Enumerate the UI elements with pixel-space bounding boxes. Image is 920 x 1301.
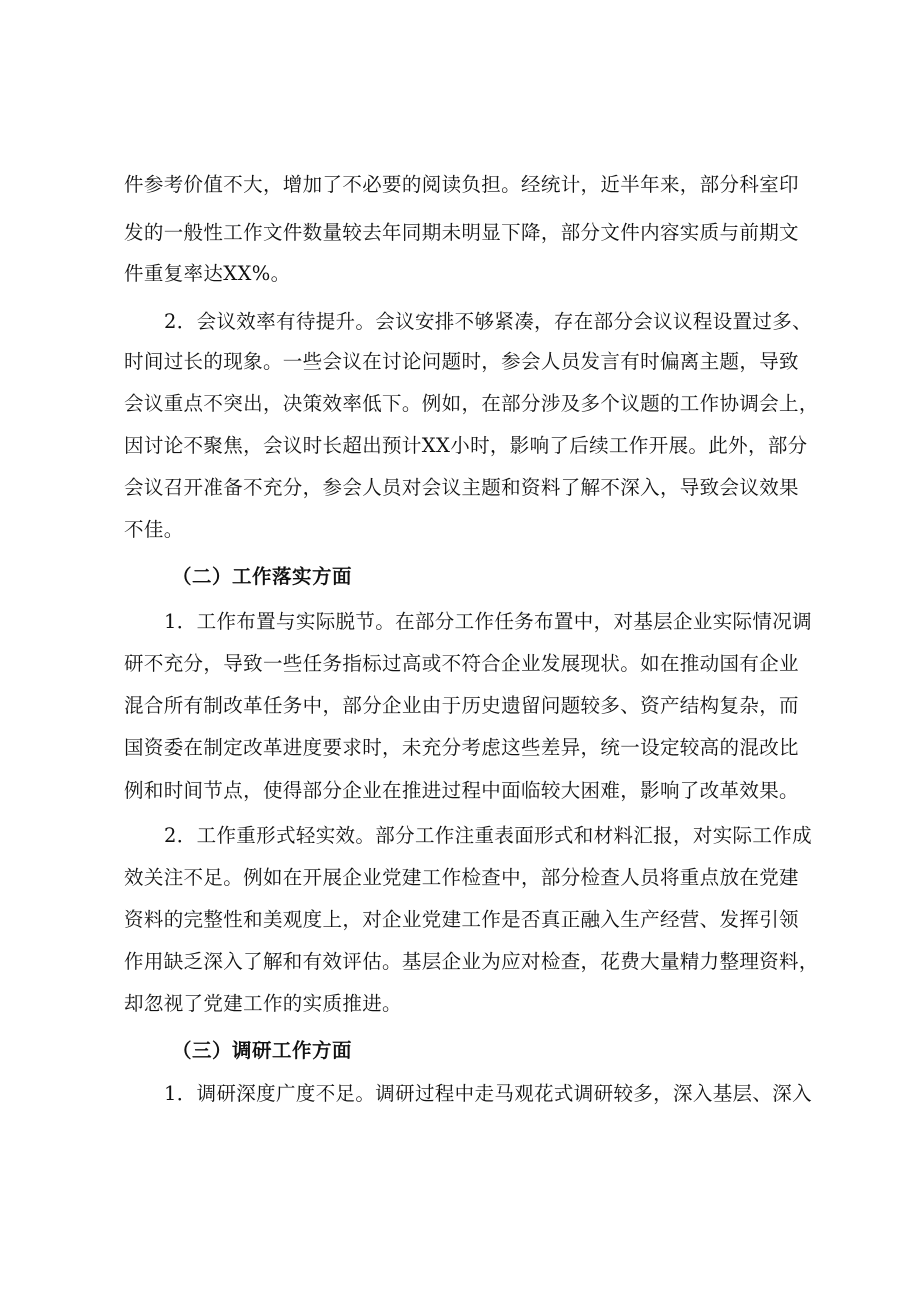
paragraph-line: 发的一般性工作文件数量较去年同期未明显下降，部分文件内容实质与前期文 — [124, 221, 799, 244]
paragraph-line: 不佳。 — [124, 518, 184, 541]
paragraph-line: 因讨论不聚焦，会议时长超出预计XX小时，影响了后续工作开展。此外，部分 — [124, 434, 808, 457]
paragraph-line: 研不充分，导致一些任务指标过高或不符合企业发展现状。如在推动国有企业 — [124, 652, 799, 675]
paragraph-line: 1．调研深度广度不足。调研过程中走马观花式调研较多，深入基层、深入 — [164, 1082, 812, 1105]
paragraph-line: 国资委在制定改革进度要求时，未充分考虑这些差异，统一设定较高的混改比 — [124, 736, 799, 759]
paragraph-line: 件参考价值不大，增加了不必要的阅读负担。经统计，近半年来，部分科室印 — [124, 173, 799, 196]
paragraph-line: 件重复率达XX%。 — [124, 262, 291, 285]
paragraph-line: 2．会议效率有待提升。会议安排不够紧凑，存在部分会议议程设置过多、 — [164, 310, 812, 333]
paragraph-line: 1．工作布置与实际脱节。在部分工作任务布置中，对基层企业实际情况调 — [164, 610, 812, 633]
paragraph-line: 却忽视了党建工作的实质推进。 — [124, 992, 402, 1015]
paragraph-line: 作用缺乏深入了解和有效评估。基层企业为应对检查，花费大量精力整理资料， — [124, 950, 819, 973]
paragraph-line: 效关注不足。例如在开展企业党建工作检查中，部分检查人员将重点放在党建 — [124, 866, 799, 889]
section-heading: （三）调研工作方面 — [172, 1039, 353, 1062]
section-heading: （二）工作落实方面 — [172, 565, 353, 588]
paragraph-line: 例和时间节点，使得部分企业在推进过程中面临较大困难，影响了改革效果。 — [124, 779, 799, 802]
paragraph-line: 时间过长的现象。一些会议在讨论问题时，参会人员发言有时偏离主题，导致 — [124, 350, 799, 373]
paragraph-line: 2．工作重形式轻实效。部分工作注重表面形式和材料汇报，对实际工作成 — [164, 824, 812, 847]
paragraph-line: 混合所有制改革任务中，部分企业由于历史遗留问题较多、资产结构复杂，而 — [124, 694, 799, 717]
paragraph-line: 会议召开准备不充分，参会人员对会议主题和资料了解不深入，导致会议效果 — [124, 476, 799, 499]
paragraph-line: 会议重点不突出，决策效率低下。例如，在部分涉及多个议题的工作协调会上， — [124, 392, 819, 415]
paragraph-line: 资料的完整性和美观度上，对企业党建工作是否真正融入生产经营、发挥引领 — [124, 908, 799, 931]
